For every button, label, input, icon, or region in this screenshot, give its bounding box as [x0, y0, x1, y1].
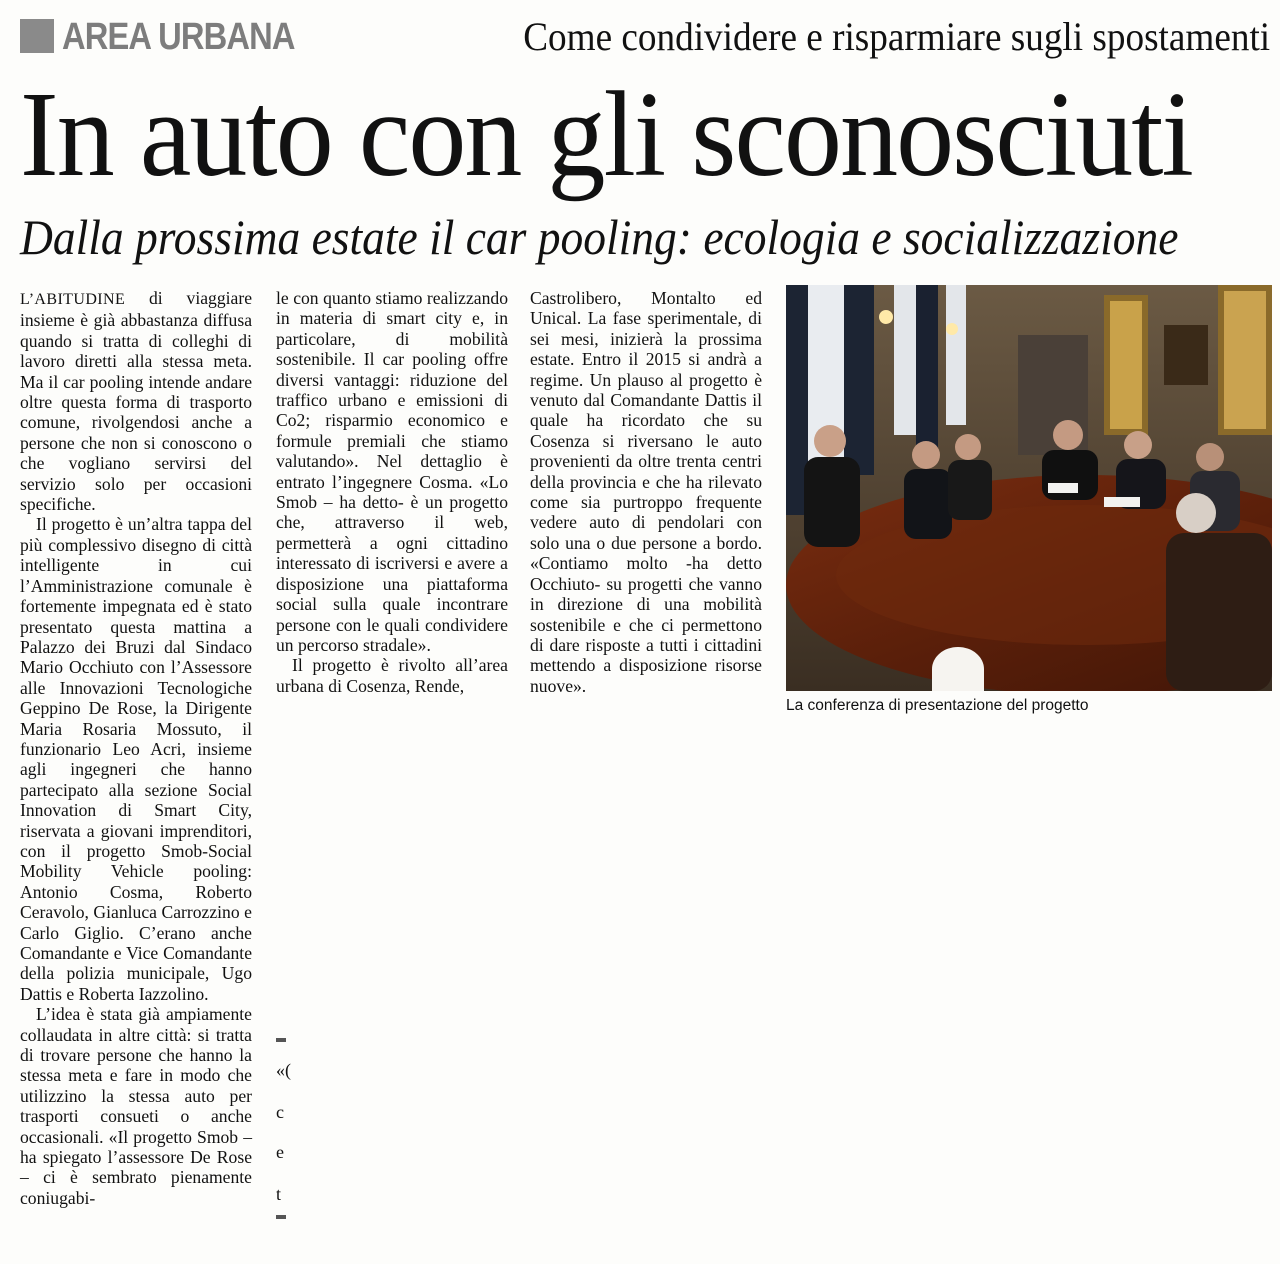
section-kicker	[20, 14, 1270, 60]
text-fragment: e	[276, 1142, 284, 1162]
section-label: AREA URBANA	[62, 16, 295, 58]
paragraph: L’idea è stata già ampiamente collaudata in altre città: si tratta di trovare persone che hanno la stessa meta e fare in modo che utilizzino la stessa auto per trasporti consueti o anche occasionali. «Il progetto Smob – ha spiegato l’assessore De Rose – ci è sembrato pienamente coniugabi-	[20, 1004, 252, 1208]
paragraph: Castrolibero, Montalto ed Unical. La fase sperimentale, di sei mesi, inizierà la prossima estate. Entro il 2015 si andrà a regime. Un plauso al progetto è venuto dal Comandante Dattis il quale ha ricordato che su Cosenza si riversano le auto provenienti da oltre trenta centri della provincia e che ha rilevato come sia purtroppo frequente vedere auto di pendolari con solo una o due persone a bordo. «Contiamo molto -ha detto Occhiuto- su progetti che vanno in direzione di una mobilità sostenibile e che ci permettono di dare risposte a tutti i cittadini mettendo a disposizione risorse nuove».	[530, 288, 762, 696]
article-column-2	[276, 288, 508, 696]
paragraph: Il progetto è rivolto all’area urbana di Cosenza, Rende,	[276, 655, 508, 696]
paragraph: le con quanto stiamo realizzando in materia di smart city e, in particolare, di mobilità sostenibile. Il car pooling offre diversi vantaggi: riduzione del traffico urbano e emissioni di Co2; risparmio economico e formule premiali che stiamo valutando». Nel dettaglio è entrato l’ingegnere Cosma. «Lo Smob – ha detto- è un progetto che, attraverso il web, permetterà a ogni cittadino interessato di iscriversi e avere a disposizione una piattaforma social sulla quale incontrare persone con le quali condividere un percorso stradale».	[276, 288, 508, 655]
text-fragment: «(	[276, 1060, 291, 1080]
article-column-3	[530, 288, 762, 696]
text-fragment: c	[276, 1102, 284, 1122]
section-square-icon	[20, 19, 54, 53]
conference-photo-illustration	[786, 285, 1272, 691]
fragment-dash	[276, 1038, 286, 1042]
conference-photo	[786, 285, 1272, 691]
photo-caption: La conferenza di presentazione del progetto	[786, 697, 1089, 714]
fragment-dash	[276, 1215, 286, 1219]
text-fragment: t	[276, 1184, 282, 1204]
kicker-tagline: Come condividere e risparmiare sugli spostamenti	[523, 14, 1270, 59]
subheadline: Dalla prossima estate il car pooling: ecologia e socializzazione	[20, 209, 1179, 265]
paragraph	[20, 288, 252, 514]
paragraph-text: di viaggiare insieme è già abbastanza diffusa quando si tratta di colleghi di lavoro diretti alla stessa meta. Ma il car pooling intende andare oltre questa forma di trasporto comune, rivolgendosi anche a persone che non si conoscono o che vogliano servirsi del servizio solo per occasioni specifiche.	[20, 288, 252, 515]
article-column-1	[20, 288, 252, 1208]
paragraph: Il progetto è un’altra tappa del più complessivo disegno di città intelligente in cui l’Amministrazione comunale è fortemente impegnata ed è stato presentato questa mattina a Palazzo dei Bruzi dal Sindaco Mario Occhiuto con l’Assessore alle Innovazioni Tecnologiche Geppino De Rose, la Dirigente Maria Rosaria Mossuto, il funzionario Leo Acri, insieme agli ingegneri che hanno partecipato alla sezione Social Innovation di Smart City, riservata a giovani imprenditori, con il progetto Smob-Social Mobility Vehicle pooling: Antonio Cosma, Roberto Ceravolo, Gianluca Carrozzino e Carlo Giglio. C’erano anche Comandante e Vice Comandante della polizia municipale, Ugo Dattis e Roberta Iazzolino.	[20, 514, 252, 1004]
lead-in: L’ABITUDINE	[20, 291, 126, 308]
headline: In auto con gli sconosciuti	[20, 67, 1192, 202]
